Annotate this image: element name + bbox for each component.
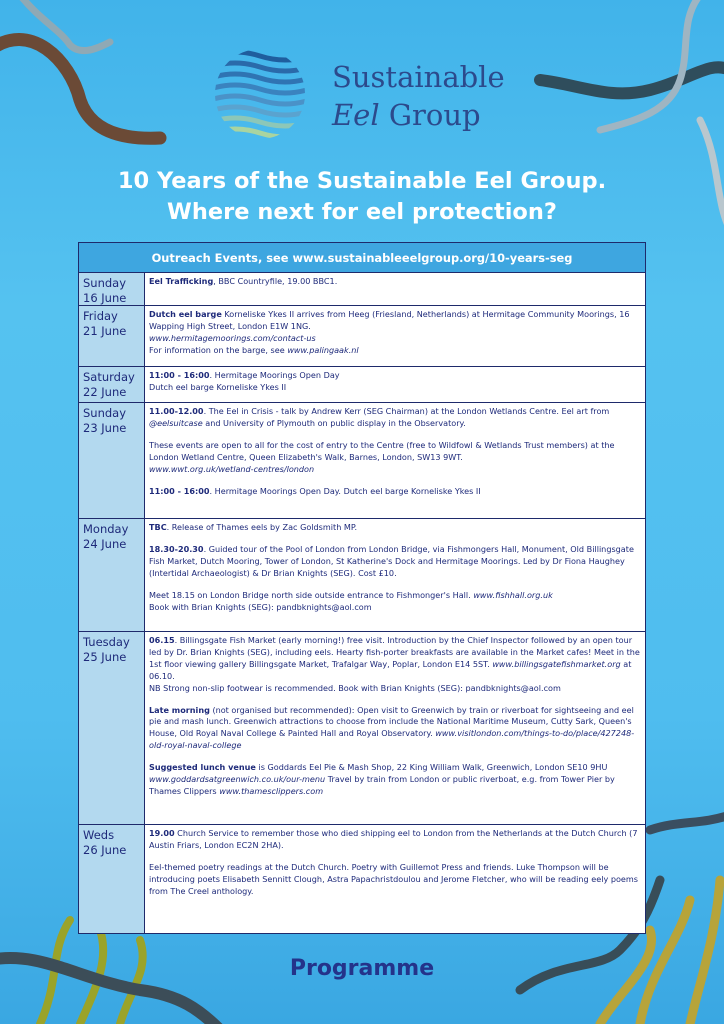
event-text: Travel by train from London or public riverboat, e.g. from Tower Pier by Thames Clippers xyxy=(149,774,615,796)
event-text: . The Eel in Crisis - talk by Andrew Kerr (SEG Chairman) at the London Wetlands Centre. Eel art from xyxy=(203,406,610,416)
event-text: Meet 18.15 on London Bridge north side outside entrance to Fishmonger's Hall. xyxy=(149,589,474,600)
event-time-label: Late morning xyxy=(149,704,210,715)
day-name: Tuesday xyxy=(83,635,130,649)
event-text: . Guided tour of the Pool of London from London Bridge, via Fishmongers Hall, Monument, Old Billingsgate Fish Market, Dutch Mooring, Tower of London, St Katherine's Dock and Hermitage Moorings. Led by Dr Fiona Haughey (Intertidal Archaeologist) & Dr Brian Knights (SEG). Cost £10. xyxy=(149,543,634,578)
grey-eel-right-edge xyxy=(700,120,724,230)
dark-eel-right-middle xyxy=(650,815,724,830)
event-link-text: www.goddardsatgreenwich.co.uk/our-menu xyxy=(149,774,326,785)
event-time-label: 11:00 - 16:00 xyxy=(149,485,210,496)
day-cell xyxy=(79,306,145,366)
day-cell xyxy=(79,519,145,631)
event-text: and University of Plymouth on public display in the Observatory. xyxy=(202,417,466,428)
event-text: (not organised but recommended): Open visit to Greenwich by train or riverboat for sightseeing and eel pie and mash lunch. Greenwich attractions to choose from include the National Maritime Museum, Cutty Sark, Queen's House, Old Royal Naval College & Painted Hall and Royal Observatory. xyxy=(149,704,634,739)
event-paragraph xyxy=(149,440,640,476)
event-details xyxy=(145,367,645,402)
event-text: . Billingsgate Fish Market (early morning!) free visit. Introduction by the Chief Inspector followed by an open tour led by Dr. Brian Knights (SEG), including eels. Hearty fish-porter breakfasts are available in the Market cafes! Meet in the 1st floor viewing gallery Billingsgate Market, Trafalgar Way, Poplar, London E14 5ST. xyxy=(149,635,640,669)
day-name: Sunday xyxy=(83,276,127,290)
event-link-text: @eelsuitcase xyxy=(149,417,203,428)
event-text: Church Service to remember those who died shipping eel to London from the Netherlands at the Dutch Church (7 Austin Friars, London EC2N 2HA). xyxy=(149,828,638,850)
event-link-text: www.visitlondon.com/things-to-do/place/427248-old-royal-naval-college xyxy=(149,728,635,751)
day-date: 25 June xyxy=(83,650,127,664)
logo-title-line1: Sustainable xyxy=(332,60,505,94)
event-link-text: www.hermitagemoorings.com/contact-us xyxy=(149,332,316,343)
day-date: 24 June xyxy=(83,537,127,551)
table-row xyxy=(79,632,645,825)
event-text: Eel-themed poetry readings at the Dutch Church. Poetry with Guillemot Press and friends. Luke Thompson will be introducing poets Elisabeth Sennitt Clough, Astra Papachristdoulou and Jerome Fletcher, who will be reading eely poems from The Creel anthology. xyxy=(149,861,638,896)
event-time-label: 11:00 - 16:00 xyxy=(149,370,210,380)
day-cell xyxy=(79,403,145,518)
brown-eel-top-left xyxy=(0,40,160,139)
event-paragraph xyxy=(149,862,640,898)
event-text: Book with Brian Knights (SEG): pandbknights@aol.com xyxy=(149,601,372,612)
event-text: Dutch eel barge Korneliske Ykes II xyxy=(149,381,287,392)
table-row xyxy=(79,367,645,403)
event-time-label: 19.00 xyxy=(149,828,175,838)
day-name: Saturday xyxy=(83,370,135,384)
logo-title-group: Group xyxy=(379,98,481,132)
event-time-label: 06.15 xyxy=(149,635,175,645)
day-name: Weds xyxy=(83,828,115,842)
event-details xyxy=(145,519,645,631)
day-cell xyxy=(79,273,145,305)
event-details xyxy=(145,403,645,518)
event-paragraph xyxy=(149,544,640,580)
table-header: Outreach Events, see www.sustainableeelgroup.org/10-years-seg xyxy=(79,243,645,273)
event-time-label: 18.30-20.30 xyxy=(149,543,204,554)
outreach-events-table xyxy=(78,242,646,934)
event-paragraph xyxy=(149,309,640,357)
event-paragraph xyxy=(149,522,640,534)
event-link-text: www.billingsgatefishmarket.org xyxy=(492,658,621,669)
day-date: 21 June xyxy=(83,324,127,338)
event-paragraph xyxy=(149,406,640,430)
event-time-label: Suggested lunch venue xyxy=(149,762,256,773)
event-details xyxy=(145,306,645,366)
headline xyxy=(40,166,684,228)
day-date: 23 June xyxy=(83,421,127,435)
event-text: . Hermitage Moorings Open Day xyxy=(209,370,340,380)
event-link-text: www.fishhall.org.uk xyxy=(473,589,553,600)
programme-title: Programme xyxy=(289,956,435,981)
headline-line2: Where next for eel protection? xyxy=(167,199,557,225)
day-name: Friday xyxy=(83,309,118,323)
wave-globe-icon xyxy=(210,48,310,140)
event-paragraph xyxy=(149,762,640,798)
event-time-label: TBC xyxy=(149,522,167,532)
event-time-label: 11.00-12.00 xyxy=(149,406,204,416)
event-paragraph xyxy=(149,705,640,753)
day-cell xyxy=(79,825,145,933)
day-date: 22 June xyxy=(83,385,127,399)
headline-line1: 10 Years of the Sustainable Eel Group. xyxy=(117,168,607,194)
logo-title-line2 xyxy=(332,98,481,132)
logo-title-eel: Eel xyxy=(332,98,380,132)
event-text: For information on the barge, see xyxy=(149,344,288,355)
table-row xyxy=(79,273,645,306)
event-details xyxy=(145,273,645,305)
day-name: Sunday xyxy=(83,406,127,420)
event-details xyxy=(145,632,645,824)
event-paragraph xyxy=(149,370,640,394)
event-details xyxy=(145,825,645,933)
event-text: Korneliske Ykes II arrives from Heeg (Friesland, Netherlands) at Hermitage Community Moorings, 16 Wapping High Street, London E1W 1NG. xyxy=(149,309,630,331)
day-date: 16 June xyxy=(83,291,127,305)
day-date: 26 June xyxy=(83,843,127,857)
event-text: . Release of Thames eels by Zac Goldsmith MP. xyxy=(166,522,358,532)
event-paragraph xyxy=(149,276,640,288)
day-cell xyxy=(79,367,145,402)
dark-eel-top-right xyxy=(540,67,724,93)
event-link-text: www.wwt.org.uk/wetland-centres/london xyxy=(149,463,315,474)
table-row xyxy=(79,519,645,632)
sustainable-eel-group-logo xyxy=(210,48,520,143)
table-row xyxy=(79,825,645,933)
event-paragraph xyxy=(149,635,640,695)
event-link-text: www.thamesclippers.com xyxy=(219,785,324,796)
event-text: at 06.10. xyxy=(149,658,632,681)
event-paragraph xyxy=(149,828,640,852)
day-name: Monday xyxy=(83,522,129,536)
event-text: These events are open to all for the cost of entry to the Centre (free to Wildfowl & Wetlands Trust members) at the London Wetland Centre, Queen Elizabeth's Walk, Barnes, London, SW13 9WT. xyxy=(149,439,615,462)
table-row xyxy=(79,306,645,367)
event-paragraph xyxy=(149,486,640,498)
table-row xyxy=(79,403,645,519)
event-time-label: Dutch eel barge xyxy=(149,309,222,319)
grey-eel-top-right xyxy=(600,0,700,130)
event-text: NB Strong non-slip footwear is recommended. Book with Brian Knights (SEG): pandbknights@aol.com xyxy=(149,682,561,693)
day-cell xyxy=(79,632,145,824)
event-text: , BBC Countryfile, 19.00 BBC1. xyxy=(213,276,338,286)
event-text: . Hermitage Moorings Open Day. Dutch eel barge Korneliske Ykes II xyxy=(209,485,481,496)
event-link-text: www.palingaak.nl xyxy=(287,344,359,355)
event-time-label: Eel Trafficking xyxy=(149,276,214,286)
event-paragraph xyxy=(149,590,640,614)
event-text: is Goddards Eel Pie & Mash Shop, 22 King William Walk, Greenwich, London SE10 9HU xyxy=(255,762,608,773)
